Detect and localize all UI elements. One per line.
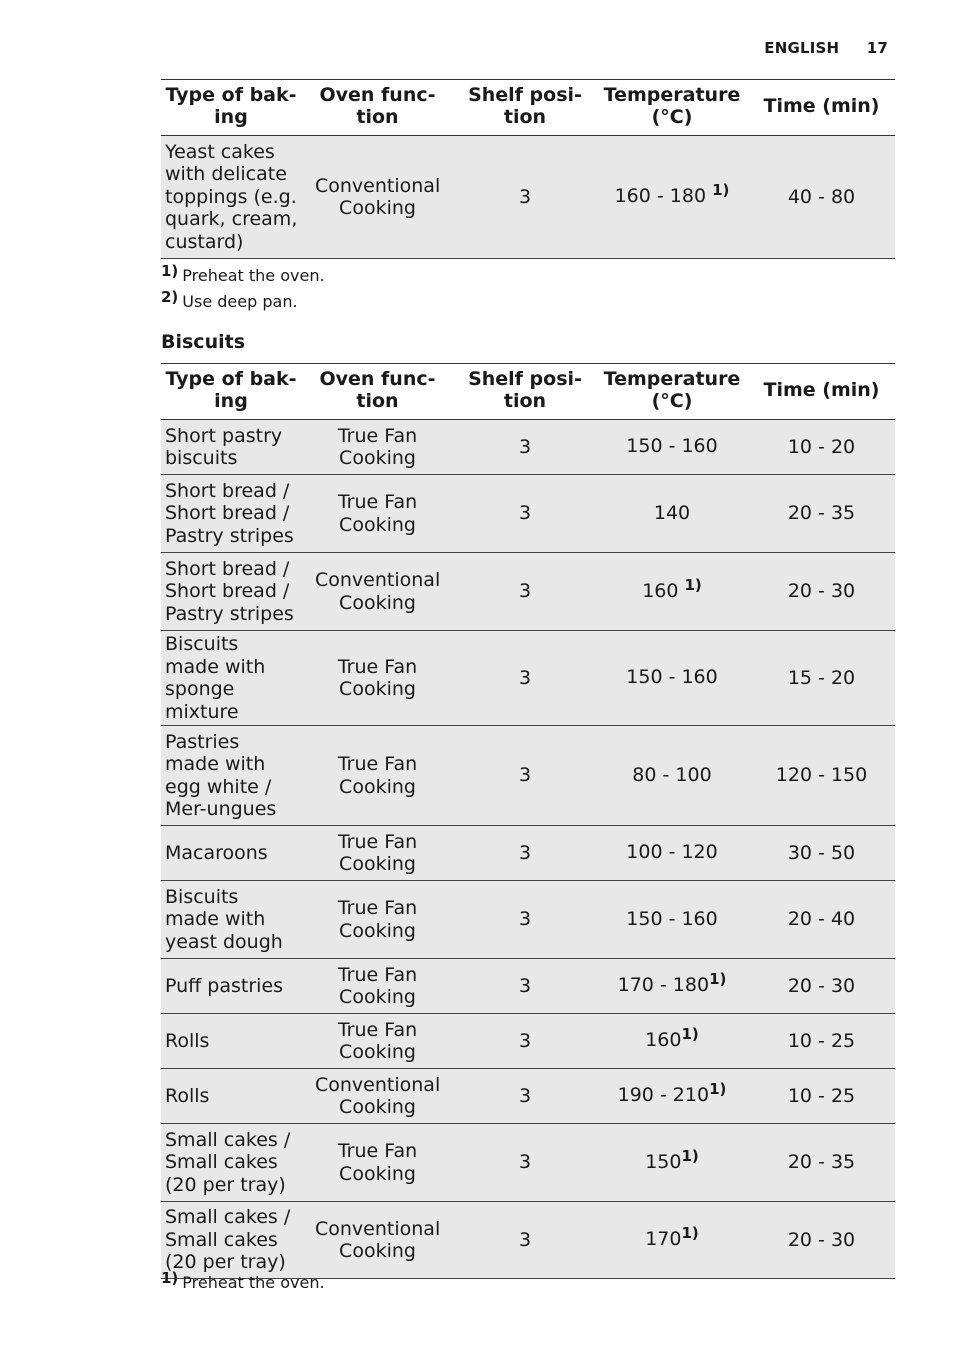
cell-type: Short bread / Short bread / Pastry stripes [165, 557, 294, 625]
temp-value: 150 - 160 [626, 435, 718, 458]
table-row [161, 1069, 895, 1124]
table-row [161, 881, 895, 959]
cell-type: Biscuits made with sponge mixture [165, 633, 266, 723]
col-header-temp [596, 364, 748, 420]
cell-temp [596, 136, 748, 259]
temp-footnote-ref: 1) [681, 1025, 699, 1044]
temp-value: 160 [645, 1029, 682, 1052]
cell-temp [596, 1202, 748, 1279]
cell-shelf: 3 [518, 185, 532, 208]
cell-function: Conventional Cooking [315, 569, 441, 614]
cell-function: True Fan Cooking [337, 830, 418, 875]
col-header-function-l1: Oven func- [319, 84, 436, 106]
cell-temp [596, 475, 748, 553]
col-header-type-l2: ing [214, 390, 248, 412]
temp-footnote-ref: 1) [709, 1080, 727, 1099]
table-row [161, 1202, 895, 1279]
cell-function: True Fan Cooking [337, 1140, 418, 1185]
cell-shelf: 3 [518, 1228, 532, 1251]
col-header-shelf [454, 80, 596, 136]
temp-value: 150 [645, 1150, 682, 1173]
temp-footnote-ref: 1) [709, 970, 727, 989]
cell-function: True Fan Cooking [337, 1018, 418, 1063]
cell-function: True Fan Cooking [337, 491, 418, 536]
language-label: ENGLISH [764, 39, 840, 57]
temp-footnote-ref: 1) [681, 1224, 699, 1243]
cell-type: Short bread / Short bread / Pastry stripes [165, 479, 294, 547]
cell-function: True Fan Cooking [337, 655, 418, 700]
temp-value: 190 - 210 [617, 1084, 710, 1107]
yeast-cakes-table [161, 79, 895, 259]
cell-shelf: 3 [518, 580, 532, 603]
footnote-text: Preheat the oven. [182, 1273, 325, 1292]
col-header-type-l1: Type of bak- [165, 368, 297, 390]
cell-type: Rolls [165, 1029, 210, 1052]
table-row [161, 631, 895, 726]
cell-shelf: 3 [518, 974, 532, 997]
temp-value: 170 - 180 [617, 974, 710, 997]
temp-footnote-ref: 1) [681, 1146, 699, 1165]
col-header-type [161, 364, 301, 420]
table-header-row [161, 80, 895, 136]
col-header-type [161, 80, 301, 136]
cell-type: Macaroons [165, 841, 268, 864]
cell-shelf: 3 [518, 1084, 532, 1107]
biscuits-table [161, 363, 895, 1279]
page-header [764, 39, 888, 57]
cell-temp [596, 553, 748, 631]
cell-type: Pastries made with egg white / Mer-ungues [165, 730, 277, 820]
cell-function: True Fan Cooking [337, 424, 418, 469]
temp-value: 140 [653, 501, 691, 524]
temp-value: 100 - 120 [626, 841, 718, 864]
temp-value: 160 - 180 [614, 185, 713, 208]
footnote-text: Use deep pan. [182, 292, 298, 311]
cell-time: 120 - 150 [775, 764, 868, 787]
temp-value: 150 - 160 [626, 666, 718, 689]
col-header-type-l2: ing [214, 106, 248, 128]
footnote-text: Preheat the oven. [182, 266, 325, 285]
cell-time: 10 - 25 [787, 1029, 856, 1052]
table-header-row [161, 364, 895, 420]
cell-shelf: 3 [518, 435, 532, 458]
footnote-mark: 1) [161, 1269, 179, 1287]
cell-time: 40 - 80 [787, 185, 856, 208]
col-header-function-l1: Oven func- [319, 368, 436, 390]
cell-time: 30 - 50 [787, 841, 856, 864]
temp-value: 150 - 160 [626, 907, 718, 930]
footnote-mark: 1) [161, 262, 179, 280]
cell-time: 20 - 35 [787, 1151, 856, 1174]
col-header-time: Time (min) [748, 364, 895, 420]
col-header-shelf-l1: Shelf posi- [468, 84, 582, 106]
table-row [161, 136, 895, 259]
footnote [161, 1269, 325, 1292]
cell-temp [596, 881, 748, 959]
cell-temp [596, 726, 748, 826]
cell-time: 10 - 25 [787, 1084, 856, 1107]
footnote [161, 288, 298, 311]
cell-shelf: 3 [518, 502, 532, 525]
col-header-shelf [454, 364, 596, 420]
cell-time: 20 - 30 [787, 974, 856, 997]
col-header-function [301, 364, 454, 420]
table-row [161, 959, 895, 1014]
cell-type: Yeast cakes with delicate toppings (e.g. quark, cream, custard) [165, 140, 298, 253]
cell-function: Conventional Cooking [315, 1217, 441, 1262]
cell-function: Conventional Cooking [315, 174, 441, 219]
col-header-temp-l1: Temperature [603, 368, 741, 390]
cell-time: 15 - 20 [787, 666, 856, 689]
cell-temp [596, 1069, 748, 1124]
cell-temp [596, 1014, 748, 1069]
cell-type: Puff pastries [165, 974, 284, 997]
cell-time: 20 - 30 [787, 1228, 856, 1251]
temp-value: 170 [645, 1228, 682, 1251]
cell-function: Conventional Cooking [315, 1073, 441, 1118]
table-row [161, 475, 895, 553]
col-header-temp-l2: (°C) [651, 390, 693, 412]
cell-type: Small cakes / Small cakes (20 per tray) [165, 1128, 291, 1196]
temp-value: 80 - 100 [632, 763, 712, 786]
cell-shelf: 3 [518, 1029, 532, 1052]
cell-temp [596, 631, 748, 726]
footnote [161, 262, 325, 285]
cell-shelf: 3 [518, 841, 532, 864]
cell-temp [596, 1124, 748, 1202]
table-row [161, 826, 895, 881]
cell-type: Small cakes / Small cakes (20 per tray) [165, 1206, 291, 1274]
table-row [161, 1014, 895, 1069]
cell-function: True Fan Cooking [337, 963, 418, 1008]
cell-time: 20 - 35 [787, 502, 856, 525]
col-header-function-l2: tion [356, 390, 399, 412]
temp-footnote-ref: 1) [712, 181, 730, 200]
col-header-shelf-l1: Shelf posi- [468, 368, 582, 390]
col-header-time: Time (min) [748, 80, 895, 136]
cell-type: Short pastry biscuits [165, 424, 283, 469]
table-row [161, 553, 895, 631]
cell-shelf: 3 [518, 908, 532, 931]
cell-time: 10 - 20 [787, 435, 856, 458]
cell-type: Rolls [165, 1084, 210, 1107]
col-header-shelf-l2: tion [503, 106, 547, 128]
footnote-mark: 2) [161, 288, 179, 306]
col-header-function [301, 80, 454, 136]
cell-time: 20 - 40 [787, 908, 856, 931]
col-header-temp-l1: Temperature [603, 84, 741, 106]
cell-shelf: 3 [518, 1151, 532, 1174]
cell-temp [596, 826, 748, 881]
cell-type: Biscuits made with yeast dough [165, 885, 283, 953]
temp-value: 160 [642, 579, 685, 602]
col-header-shelf-l2: tion [503, 390, 547, 412]
col-header-type-l1: Type of bak- [165, 84, 297, 106]
cell-function: True Fan Cooking [337, 897, 418, 942]
cell-shelf: 3 [518, 666, 532, 689]
cell-time: 20 - 30 [787, 580, 856, 603]
cell-temp [596, 420, 748, 475]
cell-temp [596, 959, 748, 1014]
cell-function: True Fan Cooking [337, 753, 418, 798]
col-header-temp [596, 80, 748, 136]
col-header-temp-l2: (°C) [651, 106, 693, 128]
temp-footnote-ref: 1) [684, 575, 702, 594]
cell-shelf: 3 [518, 764, 532, 787]
section-title: Biscuits [161, 331, 245, 353]
table-row [161, 726, 895, 826]
page-number: 17 [866, 39, 888, 57]
col-header-function-l2: tion [356, 106, 399, 128]
table-row [161, 420, 895, 475]
table-row [161, 1124, 895, 1202]
